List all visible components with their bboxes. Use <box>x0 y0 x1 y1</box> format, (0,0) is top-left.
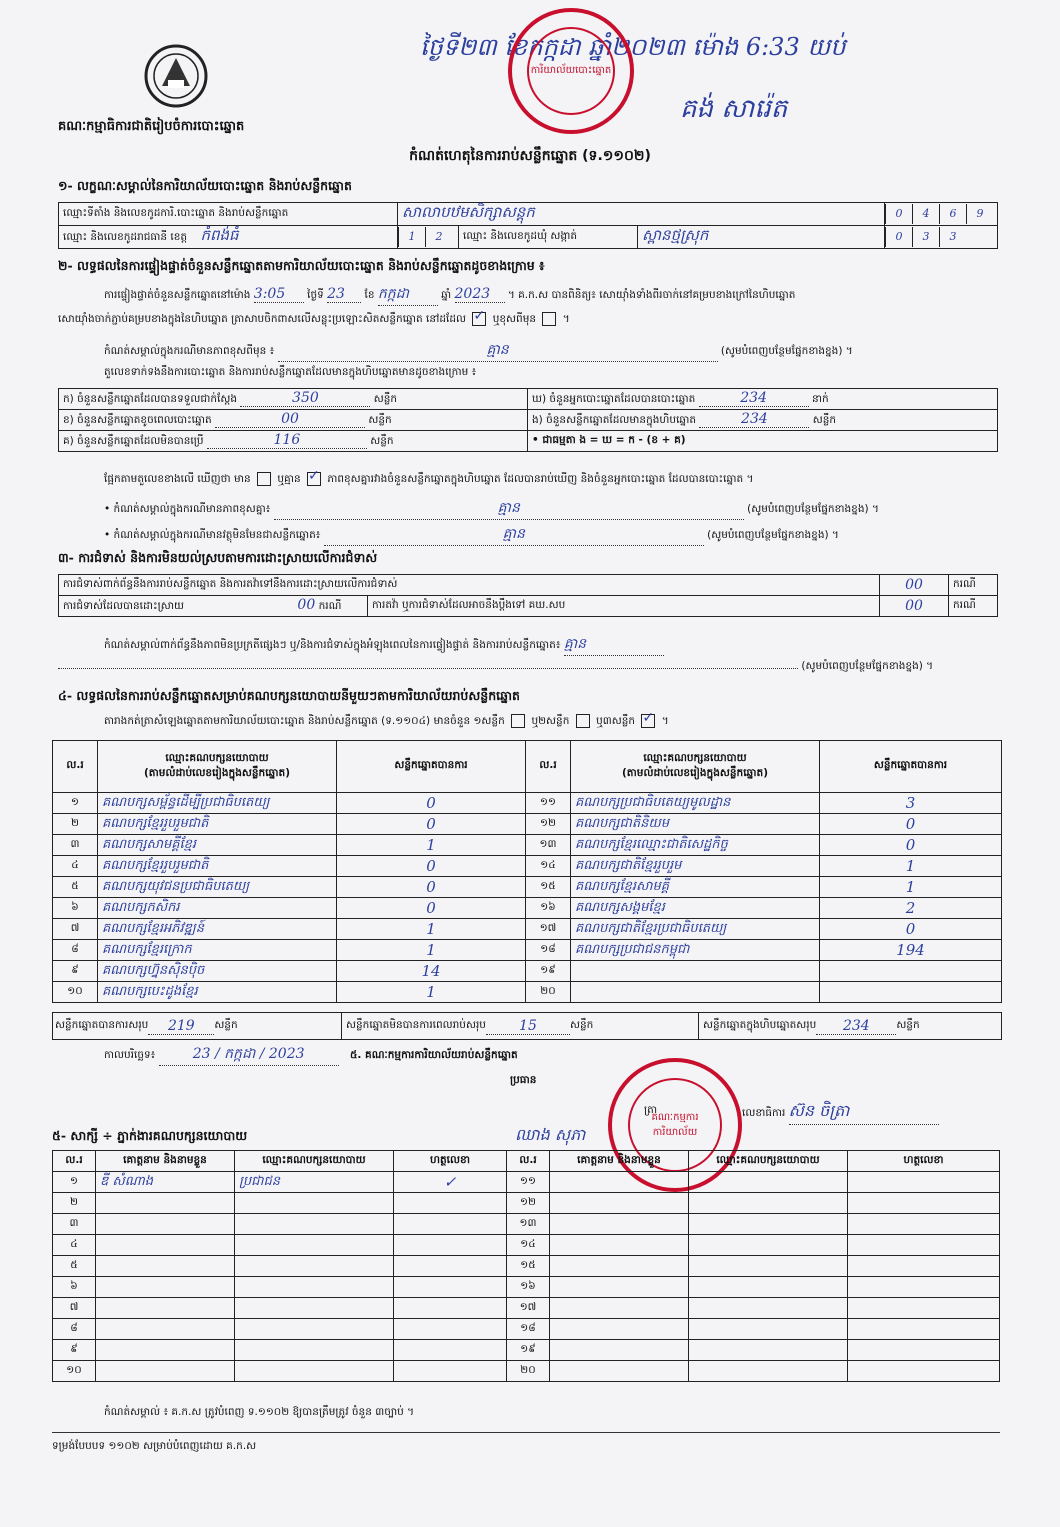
witness-name <box>550 1277 689 1298</box>
witness-signature <box>848 1235 1000 1256</box>
party-name: គណបក្សសាមគ្គីខ្មែរ <box>98 835 337 856</box>
witness-name <box>96 1193 235 1214</box>
witness-signature <box>394 1193 507 1214</box>
witness-signature <box>394 1298 507 1319</box>
party-name: គណបក្សខ្មែរឈ្មោះជាតិសេដ្ឋកិច្ច <box>571 835 820 856</box>
section2-note-value: គ្មាន <box>278 340 718 362</box>
sign-committee: ៥. គណៈកម្មការការិយាល័យរាប់សន្លឹកឆ្នោត <box>349 1049 518 1061</box>
table-row <box>53 1193 1000 1214</box>
results-table: ល.រ ឈ្មោះគណបក្សនយោបាយ (តាមលំដាប់លេខរៀងក្នុងសន្លឹកឆ្នោត) សន្លឹកឆ្នោតបានការ ល.រ ឈ្មោះគណបក្សនយោបាយ (តាមលំដាប់លេខរៀងក្នុងសន្លឹកឆ្នោត) សន្លឹកឆ្នោតបានការ ១ គណបក្សសម្ព័ន្ធដើម្បីប្រជាធិបតេយ្យ 0 ១១ គណបក្សប្រជាធិបតេយ្យមូលដ្ឋាន 3 ២ គណបក្សខ្មែររួបរួមជាតិ 0 ១២ គណបក្សជាតិនិយម 0 ៣ គណបក្សសាមគ្គីខ្មែរ 1 ១៣ គណបក្សខ្មែរឈ្មោះជាតិសេដ្ឋកិច្ច 0 ៤ គណបក្សខ្មែររួបរួមជាតិ 0 ១៤ គណបក្សជាតិខ្មែររួបរួម 1 ៥ គណបក្សយុវជនប្រជាធិបតេយ្យ 0 ១៥ គណបក្សខ្មែរសាមគ្គី 1 ៦ គណបក្សកសិករ 0 ១៦ គណបក្សសង្គមខ្មែរ 2 ៧ គណបក្សខ្មែរអភិវឌ្ឍន៍ 1 ១៧ គណបក្សជាតិខ្មែរប្រជាធិបតេយ្យ 0 ៨ គណបក្សខ្មែរក្រោក 1 ១៨ គណបក្សប្រជាជនកម្ពុជា 194 ៩ គណបក្សហ្វ៊ុនស៊ិនប៉ិច 14 ១៩ ១០ គណបក្សបេះដូងខ្មែរ 1 ២០ <box>52 740 1002 1003</box>
row-no: ១៧ <box>526 919 571 940</box>
objections-table: ការជំទាស់ពាក់ព័ន្ធនឹងការរាប់សន្លឹកឆ្នោត និងការតវ៉ាទៅនឹងការដោះស្រាយលើការជំទាស់ 00 ករណី ការជំទាស់ដែលបានដោះស្រាយ 00 ករណី ការតវ៉ា ឬការជំទាស់ដែលអាចនឹងប្តឹងទៅ គឃ.សប 00 ករណី <box>58 574 998 617</box>
row-no: ៧ <box>53 919 98 940</box>
witness-name: ឌី សំណាង <box>96 1172 235 1193</box>
col-party: ឈ្មោះគណបក្សនយោបាយ (តាមលំដាប់លេខរៀងក្នុងសន្លឹកឆ្នោត) <box>98 741 337 793</box>
party-name: គណបក្សកសិករ <box>98 898 337 919</box>
ballot-counts-table <box>58 388 998 452</box>
section2-line2: សោយ៉ាំងចាក់ភ្ជាប់គម្របខាងក្នុងនៃហិបឆ្នោត ត្រាសាបចិកពាសលើសន្លុះប្រឡោះសិតសន្លឹកឆ្នោត នៅដដែល ✓ ឬខុសពីមុន ។ <box>58 312 570 328</box>
witness-signature <box>394 1361 507 1382</box>
witness-party <box>689 1172 848 1193</box>
party-name: គណបក្សបេះដូងខ្មែរ <box>98 982 337 1003</box>
witness-party <box>689 1277 848 1298</box>
table-row <box>53 1172 1000 1193</box>
party-name <box>571 961 820 982</box>
witness-signature <box>848 1319 1000 1340</box>
party-name: គណបក្សហ្វ៊ុនស៊ិនប៉ិច <box>98 961 337 982</box>
witness-party <box>689 1319 848 1340</box>
witness-party <box>689 1256 848 1277</box>
row1-value: សាលាបឋមសិក្សាសន្តុក <box>398 203 885 226</box>
table-row <box>53 1319 1000 1340</box>
witness-name <box>550 1214 689 1235</box>
witness-name <box>550 1319 689 1340</box>
party-votes: 0 <box>337 814 526 835</box>
party-name: គណបក្សខ្មែរអភិវឌ្ឍន៍ <box>98 919 337 940</box>
witness-name <box>550 1193 689 1214</box>
witness-name <box>96 1340 235 1361</box>
ballot-row-3: គ) ចំនួនសន្លឹកឆ្នោតដែលមិនបានប្រើ 116 សន្លឹក • ជាធម្មតា ង = ឃ = ក - (ខ + គ) <box>59 431 998 452</box>
row-no: ១ <box>53 1172 96 1193</box>
row-no: ១៦ <box>526 898 571 919</box>
check-time: 3:05 <box>254 286 304 303</box>
col-votes: សន្លឹកឆ្នោតបានការ <box>337 741 526 793</box>
party-votes <box>820 961 1002 982</box>
appeal-label: ការតវ៉ា ឬការជំទាស់ដែលអាចនឹងប្តឹងទៅ គឃ.សប <box>368 596 880 617</box>
section2-intro-rows: តួលេខទាក់ទងនឹងការបោះឆ្នោត និងការរាប់សន្លឹកឆ្នោតដែលមានក្នុងហិបឆ្នោតមានដូចខាងក្រោម ៖ <box>104 366 477 378</box>
row-no: ៦ <box>53 1277 96 1298</box>
objections-label: ការជំទាស់ពាក់ព័ន្ធនឹងការរាប់សន្លឹកឆ្នោត និងការតវ៉ាទៅនឹងការដោះស្រាយលើការជំទាស់ <box>59 575 880 596</box>
received-ballots: 350 <box>240 390 370 407</box>
row-no: ១៣ <box>526 835 571 856</box>
row-no: ១៥ <box>507 1256 550 1277</box>
party-name: គណបក្សខ្មែររួបរួមជាតិ <box>98 856 337 877</box>
row-no: ១៥ <box>526 877 571 898</box>
form-title: កំណត់ហេតុនៃការរាប់សន្លឹកឆ្នោត (ទ.១១០២) <box>409 148 651 164</box>
witness-signature <box>848 1298 1000 1319</box>
party-name: គណបក្សប្រជាធិបតេយ្យមូលដ្ឋាន <box>571 793 820 814</box>
witness-party <box>235 1256 394 1277</box>
witness-signature <box>394 1256 507 1277</box>
row-no: ៤ <box>53 1235 96 1256</box>
two-sheets-checkbox[interactable] <box>576 714 590 728</box>
top-seal <box>508 8 634 134</box>
row-no: ១១ <box>507 1172 550 1193</box>
chair-signature: ឈាង សុភា <box>515 1125 586 1144</box>
party-name: គណបក្សខ្មែរក្រោក <box>98 940 337 961</box>
ballots-in-box: 234 <box>699 411 809 428</box>
check-month: កក្កដា <box>378 284 438 306</box>
date-line: កាលបរិច្ឆេទ៖ 23 / កក្កដា / 2023 ៥. គណៈកម្មការការិយាល័យរាប់សន្លឹកឆ្នោត <box>104 1044 518 1066</box>
commission-logo <box>138 40 214 112</box>
witness-signature <box>848 1340 1000 1361</box>
resolved-label: ការជំទាស់ដែលបានដោះស្រាយ 00 ករណី <box>59 596 368 617</box>
witness-signature <box>394 1277 507 1298</box>
objections-value: 00 <box>880 575 949 596</box>
witness-party <box>689 1193 848 1214</box>
row-no: ៩ <box>53 961 98 982</box>
same-checkbox[interactable] <box>472 312 486 326</box>
chair-label: ប្រធាន <box>510 1074 537 1086</box>
commune-value: ស្ពានថ្មស្រុក <box>638 226 885 249</box>
witness-signature <box>848 1214 1000 1235</box>
unused-ballots: 116 <box>207 432 367 449</box>
table-row <box>53 814 1002 835</box>
three-sheets-checkbox[interactable] <box>641 714 655 728</box>
row-no: ៨ <box>53 1319 96 1340</box>
row-no: ១៧ <box>507 1298 550 1319</box>
row-no: ៨ <box>53 940 98 961</box>
party-votes: 1 <box>337 919 526 940</box>
party-name: គណបក្សសម្ព័ន្ធដើម្បីប្រជាធិបតេយ្យ <box>98 793 337 814</box>
party-votes: 0 <box>820 835 1002 856</box>
row-no: ៥ <box>53 877 98 898</box>
note3: • កំណត់សម្គាល់ក្នុងករណីមានវត្ថុមិនមែនជាសន្លឹកឆ្នោត៖ គ្មាន (សូមបំពេញបន្ថែមផ្នែកខាងខ្នង) ។ <box>104 524 994 546</box>
row-no: ១០ <box>53 982 98 1003</box>
bottom-seal-text: គណៈកម្មការការិយាល័យ <box>651 1112 699 1138</box>
table-row <box>53 1256 1000 1277</box>
witness-party <box>235 1277 394 1298</box>
footer-bottom: ទម្រង់បែបបទ ១១០២ សម្រាប់បំពេញដោយ គ.ក.ស <box>52 1440 257 1452</box>
party-votes <box>820 982 1002 1003</box>
row-no: ១០ <box>53 1361 96 1382</box>
witness-name <box>550 1235 689 1256</box>
party-name: គណបក្សជាតិនិយម <box>571 814 820 835</box>
commune-code: 0 3 3 <box>885 226 998 249</box>
witness-party <box>689 1214 848 1235</box>
witness-party <box>689 1235 848 1256</box>
section2-line1: ការផ្ទៀងផ្ទាត់ចំនួនសន្លឹកឆ្នោតនៅម៉ោង 3:05 ថ្ងៃទី 23 ខែ កក្កដា ឆ្នាំ 2023 ។ គ.ក.ស បានពិនិត្យ៖ សោយ៉ាំងទាំងពីរចាក់នៅគម្របខាងក្រៅនៃហិបឆ្នោត <box>104 284 1004 306</box>
party-name: គណបក្សជាតិខ្មែររួបរួម <box>571 856 820 877</box>
footer-note: កំណត់សម្គាល់ ៖ គ.ក.ស ត្រូវបំពេញ ទ.១១០២ ឱ្យបានត្រឹមត្រូវ ចំនួន ៣ច្បាប់ ។ <box>104 1406 415 1418</box>
formula: • ជាធម្មតា ង = ឃ = ក - (ខ + គ) <box>528 431 998 452</box>
note2-value: គ្មាន <box>274 498 744 520</box>
witness-name <box>550 1172 689 1193</box>
secretary-signature: ស៊ន ចិត្រា <box>789 1100 939 1125</box>
row-no: ២០ <box>507 1361 550 1382</box>
row-no: ៧ <box>53 1298 96 1319</box>
section2-heading: ២- លទ្ធផលនៃការផ្ទៀងផ្ទាត់ចំនួនសន្លឹកឆ្នោតតាមការិយាល័យបោះឆ្នោត និងរាប់សន្លឹកឆ្នោតដូចខាងក្រោម ៖ <box>58 258 545 273</box>
section4-intro: តារាងកត់ត្រាសំឡេងឆ្នោតតាមការិយាល័យបោះឆ្នោត និងរាប់សន្លឹកឆ្នោត (ទ.១១០៤) មានចំនួន ១សន្លឹក ឬ២សន្លឹក ឬ៣សន្លឹក ✓ ។ <box>104 714 669 730</box>
party-votes: 0 <box>337 898 526 919</box>
row2-code: 1 2 <box>398 226 459 249</box>
witness-name <box>96 1256 235 1277</box>
section3-note-value: គ្មាន <box>564 634 664 656</box>
party-votes: 3 <box>820 793 1002 814</box>
party-votes: 14 <box>337 961 526 982</box>
witness-name <box>550 1340 689 1361</box>
row-no: ៣ <box>53 1214 96 1235</box>
witness-party: ប្រជាជន <box>235 1172 394 1193</box>
secretary-line: លេខាធិការ ស៊ន ចិត្រា <box>742 1100 939 1125</box>
party-votes: 1 <box>820 856 1002 877</box>
table-row <box>53 793 1002 814</box>
table-row <box>53 961 1002 982</box>
witness-name <box>96 1319 235 1340</box>
party-votes: 0 <box>337 856 526 877</box>
check-day: 23 <box>327 286 361 303</box>
table-row <box>53 898 1002 919</box>
total-invalid: 15 <box>486 1018 570 1035</box>
table-row <box>53 1214 1000 1235</box>
row-no: ២ <box>53 814 98 835</box>
row-no: ១៨ <box>526 940 571 961</box>
party-name: គណបក្សខ្មែរសាមគ្គី <box>571 877 820 898</box>
row-no: ១៤ <box>507 1235 550 1256</box>
witness-name <box>96 1361 235 1382</box>
witness-signature: ✓ <box>394 1172 507 1193</box>
section1-heading: ១- លក្ខណៈសម្គាល់នៃការិយាល័យបោះឆ្នោត និងរាប់សន្លឹកឆ្នោត <box>58 178 352 193</box>
witness-name <box>550 1256 689 1277</box>
party-votes: 194 <box>820 940 1002 961</box>
top-seal-text: ការិយាល័យបោះឆ្នោត <box>530 65 612 77</box>
row-no: ៥ <box>53 1256 96 1277</box>
section4-heading: ៤- លទ្ធផលនៃការរាប់សន្លឹកឆ្នោតសម្រាប់គណបក្សនយោបាយនីមួយៗតាមការិយាល័យរាប់សន្លឹកឆ្នោត <box>58 688 520 703</box>
row-no: ១ <box>53 793 98 814</box>
table-row <box>53 1340 1000 1361</box>
note2: • កំណត់សម្គាល់ក្នុងករណីមានភាពខុសគ្នា៖ គ្មាន (សូមបំពេញបន្ថែមផ្នែកខាងខ្នង) ។ <box>104 498 994 520</box>
table-row <box>53 1277 1000 1298</box>
party-votes: 1 <box>337 940 526 961</box>
row-no: ២ <box>53 1193 96 1214</box>
party-votes: 1 <box>337 835 526 856</box>
total-in-box: 234 <box>816 1018 896 1035</box>
handwritten-date: ថ្ងៃទី២៣ ខែកក្កដា ឆ្នាំ២០២៣ ម៉ោង 6:33 យប់ <box>420 33 846 61</box>
footer-divider <box>52 1432 1000 1433</box>
commission-name: គណៈកម្មាធិការជាតិរៀបចំការបោះឆ្នោត <box>58 119 245 134</box>
witness-party <box>235 1340 394 1361</box>
witness-party <box>235 1298 394 1319</box>
objections-unit: ករណី <box>949 575 998 596</box>
row-no: ១២ <box>507 1193 550 1214</box>
witness-signature <box>394 1214 507 1235</box>
witness-signature <box>848 1277 1000 1298</box>
table-row <box>53 919 1002 940</box>
commune-label: ឈ្មោះ និងលេខកូដឃុំ សង្កាត់ <box>459 226 638 249</box>
witness-name <box>550 1361 689 1382</box>
table-row <box>53 877 1002 898</box>
witness-name <box>96 1235 235 1256</box>
witness-signature <box>394 1340 507 1361</box>
spoiled-ballots: 00 <box>215 411 365 428</box>
row-no: ១៩ <box>526 961 571 982</box>
note3-value: គ្មាន <box>324 524 704 546</box>
no-difference-checkbox[interactable] <box>307 472 321 486</box>
witness-name <box>96 1277 235 1298</box>
section1-table <box>58 202 998 249</box>
witness-party <box>689 1340 848 1361</box>
table-row <box>53 940 1002 961</box>
witness-party <box>689 1298 848 1319</box>
witness-table: ល.រ គោត្តនាម និងនាមខ្លួន ឈ្មោះគណបក្សនយោបាយ ហត្ថលេខា ល.រ គោត្តនាម និងនាមខ្លួន ឈ្មោះគណបក្សនយោបាយ ហត្ថលេខា ១ ឌី សំណាង ប្រជាជន ✓ ១១ ២ ១២ ៣ ១៣ ៤ ១៤ ៥ ១៥ ៦ ១៦ ៧ ១៧ ៨ ១៨ ៩ ១៩ ១០ ២០ <box>52 1150 1000 1382</box>
witness-name <box>550 1298 689 1319</box>
ballot-row-1: ក) ចំនួនសន្លឹកឆ្នោតដែលបានទទួលជាក់ស្តែង 350 សន្លឹក ឃ) ចំនួនអ្នកបោះឆ្នោតដែលបានបោះឆ្នោត 234 នាក់ <box>59 389 998 410</box>
table-row <box>53 1298 1000 1319</box>
party-name: គណបក្សជាតិខ្មែរប្រជាធិបតេយ្យ <box>571 919 820 940</box>
ballot-row-2: ខ) ចំនួនសន្លឹកឆ្នោតខូចពេលបោះឆ្នោត 00 សន្លឹក ង) ចំនួនសន្លឹកឆ្នោតដែលមានក្នុងហិបឆ្នោត 234 សន្លឹក <box>59 410 998 431</box>
province-value: កំពង់ធំ <box>200 226 239 244</box>
section5-heading: ៥- សាក្សី ÷ ភ្នាក់ងារគណបក្សនយោបាយ <box>52 1128 248 1143</box>
row-no: ១៤ <box>526 856 571 877</box>
row-no: ១២ <box>526 814 571 835</box>
witness-signature <box>848 1256 1000 1277</box>
row-no: ២០ <box>526 982 571 1003</box>
row-no: ១៩ <box>507 1340 550 1361</box>
voters-count: 234 <box>699 390 809 407</box>
party-name: គណបក្សខ្មែររួបរួមជាតិ <box>98 814 337 835</box>
party-name: គណបក្សយុវជនប្រជាធិបតេយ្យ <box>98 877 337 898</box>
party-name: គណបក្សប្រជាជនកម្ពុជា <box>571 940 820 961</box>
check-year: 2023 <box>455 286 505 303</box>
witness-name <box>96 1298 235 1319</box>
witness-party <box>235 1235 394 1256</box>
row-no: ៦ <box>53 898 98 919</box>
row-no: ៤ <box>53 856 98 877</box>
row-no: ១៦ <box>507 1277 550 1298</box>
party-votes: 0 <box>820 919 1002 940</box>
seal-label: ត្រា <box>644 1104 658 1116</box>
appeal-value: 00 <box>880 596 949 617</box>
witness-signature <box>394 1319 507 1340</box>
row2-label: ឈ្មោះ និងលេខកូដរាជធានី ខេត្ត កំពង់ធំ <box>59 226 398 249</box>
section3-note: កំណត់សម្គាល់ពាក់ព័ន្ធនឹងភាពមិនប្រក្រតីផ្សេងៗ ឬ/និងការជំទាស់ក្នុងអំឡុងពេលនៃការផ្ទៀងផ្ទាត់ និងការរាប់សន្លឹកឆ្នោត៖ គ្មាន <box>104 634 994 656</box>
witness-party <box>235 1361 394 1382</box>
row1-label: ឈ្មោះទីតាំង និងលេខកូដការិ.បោះឆ្នោត និងរាប់សន្លឹកឆ្នោត <box>59 203 398 226</box>
table-row <box>53 856 1002 877</box>
party-votes: 1 <box>337 982 526 1003</box>
section2-note: កំណត់សម្គាល់ក្នុងករណីមានភាពខុសពីមុន ៖ គ្មាន (សូមបំពេញបន្ថែមផ្នែកខាងខ្នង) ។ <box>104 340 994 362</box>
witness-party <box>235 1214 394 1235</box>
resolved-value: 00 <box>297 597 316 613</box>
witness-party <box>235 1319 394 1340</box>
party-votes: 0 <box>337 793 526 814</box>
witness-signature <box>848 1172 1000 1193</box>
witness-name <box>96 1214 235 1235</box>
section3-hint: (សូមបំពេញបន្ថែមផ្នែកខាងខ្នង) ។ <box>58 660 998 675</box>
row-no: ៩ <box>53 1340 96 1361</box>
witness-signature <box>394 1235 507 1256</box>
total-valid: 219 <box>148 1018 214 1035</box>
witness-party <box>235 1193 394 1214</box>
row1-code: 0 4 6 9 <box>885 203 998 226</box>
totals-row: សន្លឹកឆ្នោតបានការសរុប 219 សន្លឹក សន្លឹកឆ្នោតមិនបានការពេលរាប់សរុប 15 សន្លឹក សន្លឹកឆ្នោតក្នុងហិបឆ្នោតសរុប 234 សន្លឹក <box>52 1012 1002 1040</box>
witness-signature <box>848 1361 1000 1382</box>
party-votes: 0 <box>820 814 1002 835</box>
row-no: ១៣ <box>507 1214 550 1235</box>
party-votes: 0 <box>337 877 526 898</box>
signed-date: 23 / កក្កដា / 2023 <box>159 1044 339 1066</box>
compare-line: ផ្អែកតាមតួលេខខាងលើ ឃើញថា មាន ឬគ្មាន ✓ ភាពខុសគ្នារវាងចំនួនសន្លឹកឆ្នោតក្នុងហិបឆ្នោត ដែលបានរាប់ឃើញ និងចំនួនអ្នកបោះឆ្នោត ដែលបានបោះឆ្នោត ។ <box>104 472 753 488</box>
section3-heading: ៣- ការជំទាស់ និងការមិនយល់ស្របតាមការដោះស្រាយលើការជំទាស់ <box>58 550 378 565</box>
party-name: គណបក្សសង្គមខ្មែរ <box>571 898 820 919</box>
witness-signature <box>848 1193 1000 1214</box>
table-row <box>53 1235 1000 1256</box>
witness-party <box>689 1361 848 1382</box>
party-votes: 1 <box>820 877 1002 898</box>
different-checkbox[interactable] <box>542 312 556 326</box>
table-row <box>53 1361 1000 1382</box>
col-no: ល.រ <box>53 741 98 793</box>
table-row <box>53 835 1002 856</box>
one-sheet-checkbox[interactable] <box>511 714 525 728</box>
row-no: ៣ <box>53 835 98 856</box>
party-name <box>571 982 820 1003</box>
table-row <box>53 982 1002 1003</box>
party-votes: 2 <box>820 898 1002 919</box>
handwritten-name: គង់ សារ៉េត <box>680 94 788 124</box>
row-no: ១១ <box>526 793 571 814</box>
has-difference-checkbox[interactable] <box>257 472 271 486</box>
row-no: ១៨ <box>507 1319 550 1340</box>
